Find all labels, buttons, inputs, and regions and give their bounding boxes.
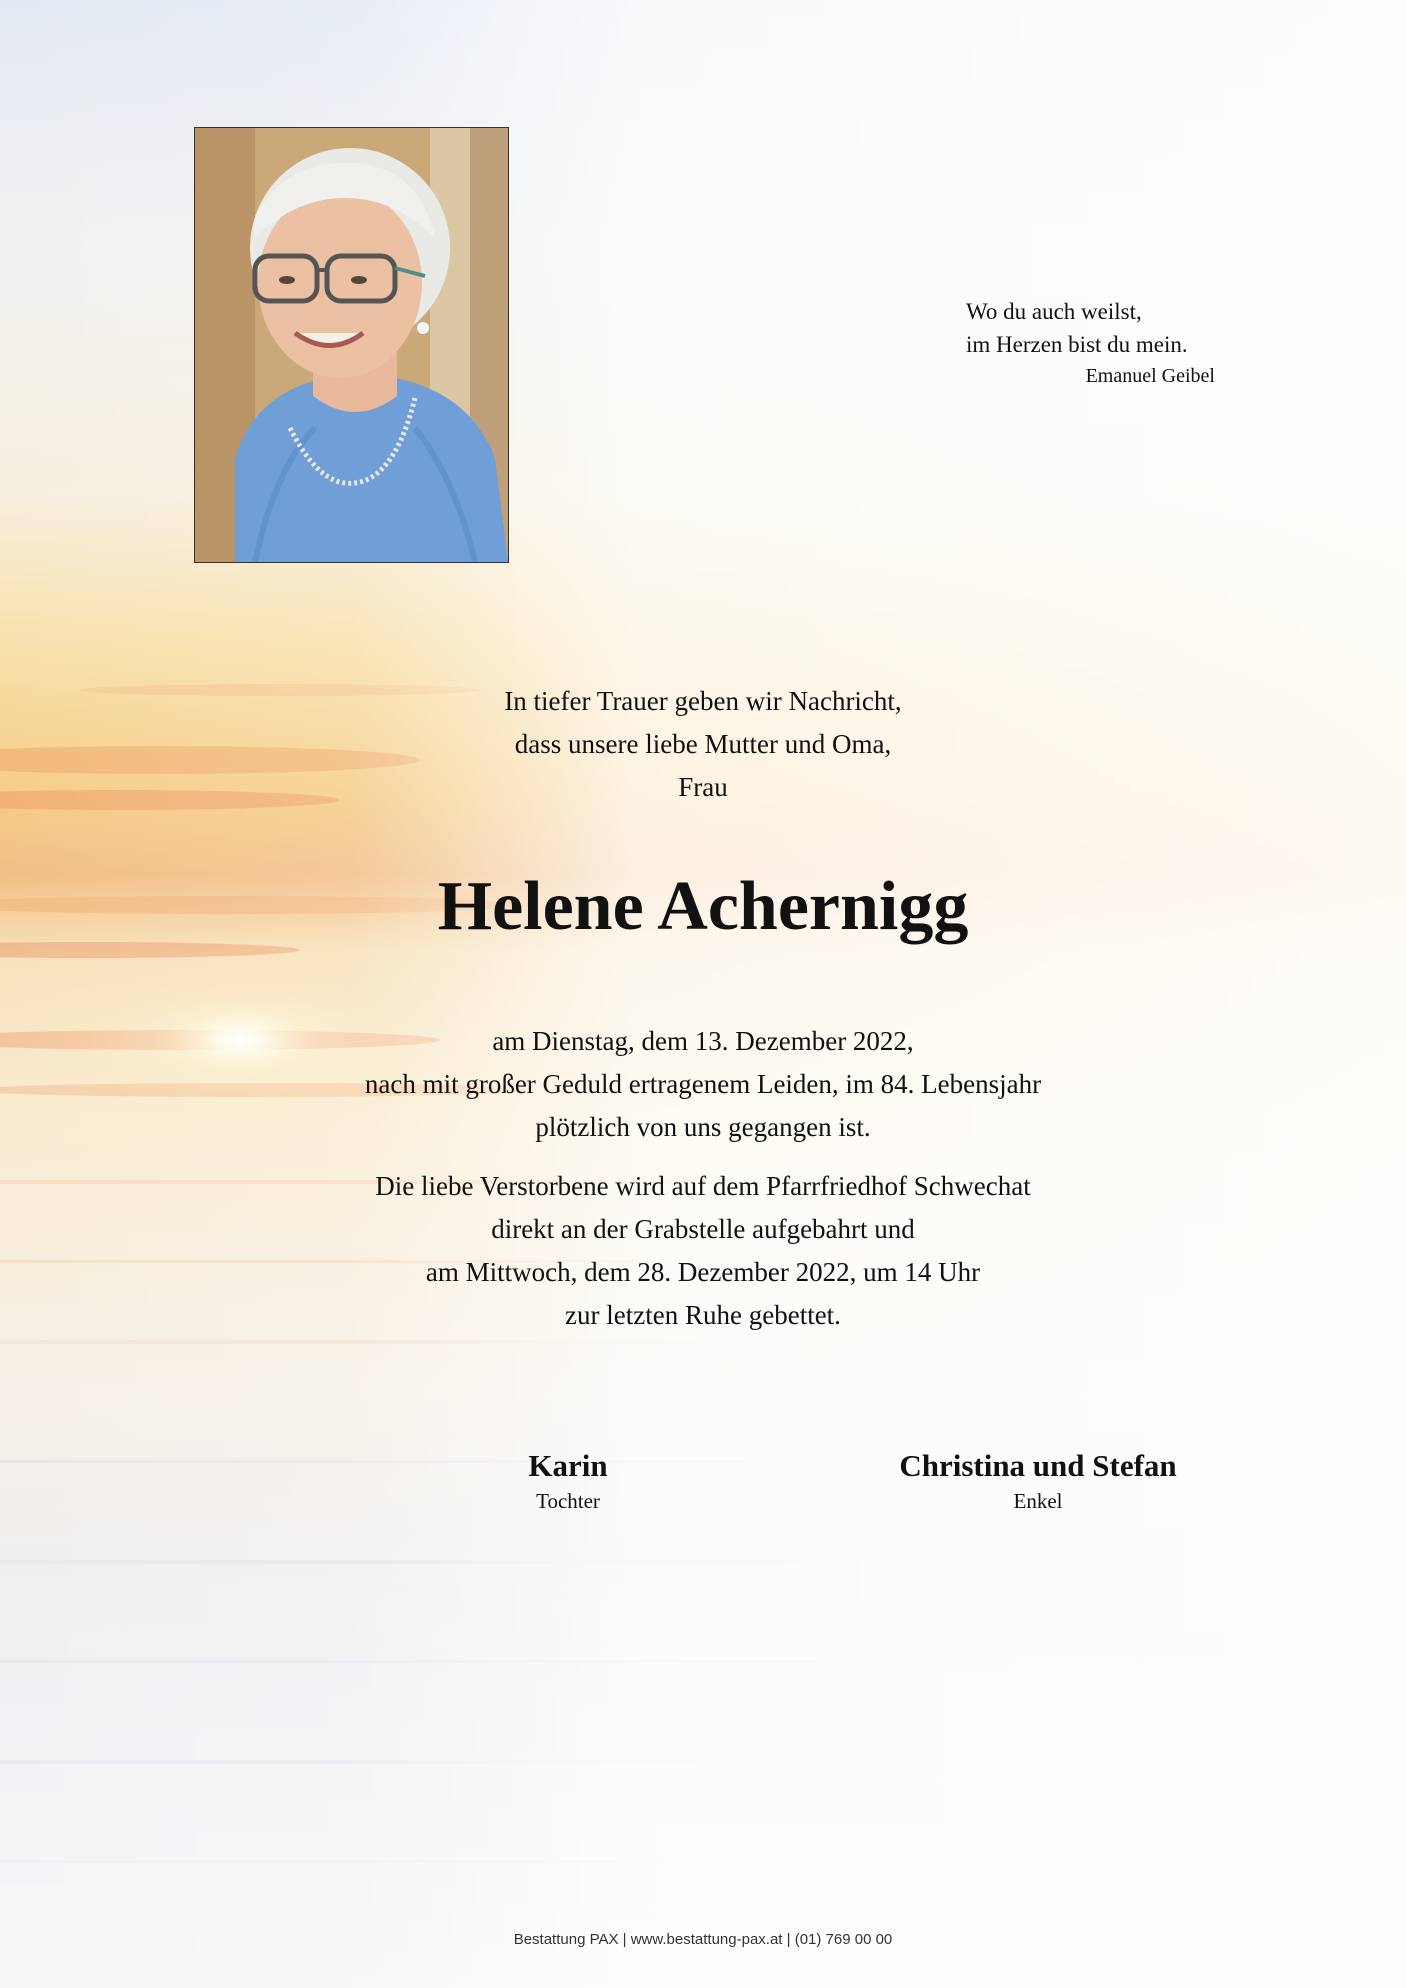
mourner-relation: Enkel bbox=[1013, 1489, 1063, 1513]
details-line: am Dienstag, dem 13. Dezember 2022, bbox=[492, 1026, 914, 1056]
burial-line: zur letzten Ruhe gebettet. bbox=[565, 1300, 841, 1330]
quote-author: Emanuel Geibel bbox=[1085, 365, 1215, 387]
details-line: nach mit großer Geduld ertragenem Leiden, im 84. Lebensjahr bbox=[364, 1069, 1042, 1099]
quote-line: Wo du auch weilst, bbox=[966, 299, 1142, 324]
funeral-home-footer: Bestattung PAX | www.bestattung-pax.at | (01) 769 00 00 bbox=[513, 1931, 893, 1948]
burial-details bbox=[0, 1165, 1406, 1337]
mourner-name: Karin bbox=[528, 1448, 608, 1483]
burial-line: am Mittwoch, dem 28. Dezember 2022, um 14 Uhr bbox=[425, 1257, 981, 1287]
announcement-intro bbox=[0, 680, 1406, 809]
mourner-christina-stefan bbox=[828, 1446, 1248, 1516]
mourner-relation: Tochter bbox=[536, 1489, 600, 1513]
deceased-name: Helene Achernigg bbox=[437, 868, 969, 945]
portrait-photo bbox=[194, 127, 509, 563]
intro-line: In tiefer Trauer geben wir Nachricht, bbox=[504, 686, 902, 716]
quote-line: im Herzen bist du mein. bbox=[966, 332, 1188, 357]
burial-line: Die liebe Verstorbene wird auf dem Pfarrfriedhof Schwechat bbox=[375, 1171, 1031, 1201]
mourner-name: Christina und Stefan bbox=[899, 1448, 1177, 1483]
intro-line: Frau bbox=[678, 772, 728, 802]
mourner-karin bbox=[358, 1446, 778, 1516]
details-line: plötzlich von uns gegangen ist. bbox=[535, 1112, 871, 1142]
memorial-quote bbox=[966, 295, 1188, 361]
burial-line: direkt an der Grabstelle aufgebahrt und bbox=[491, 1214, 915, 1244]
intro-line: dass unsere liebe Mutter und Oma, bbox=[514, 729, 892, 759]
death-details bbox=[0, 1020, 1406, 1149]
